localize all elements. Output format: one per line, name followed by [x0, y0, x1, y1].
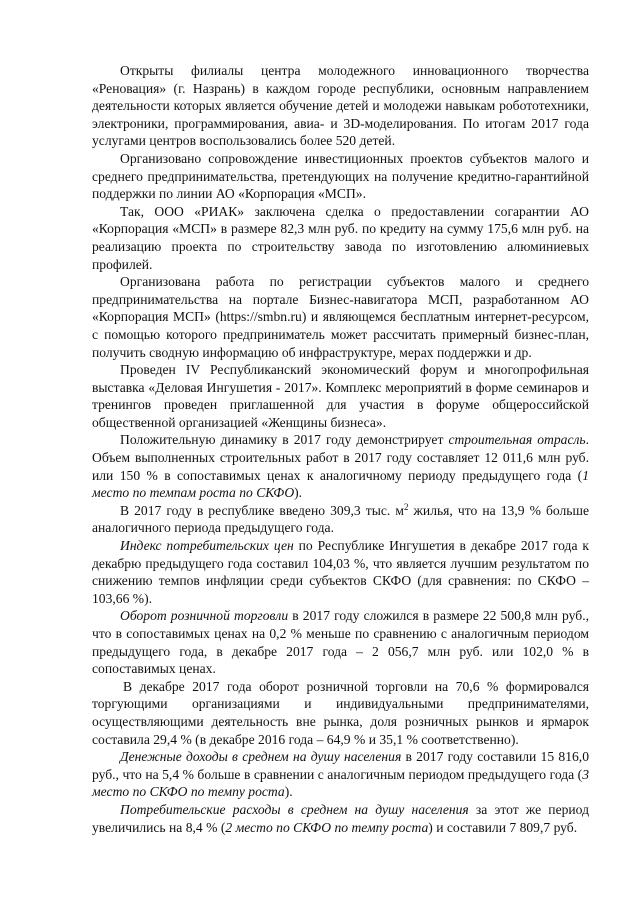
text-run: Проведен IV Республиканский экономический форум и многопрофильная выставка «Деловая Ингушетия - 2017». Комплекс мероприятий в форме семинаров и тренингов проведен приглашенной для участия в форуме общероссийской общественной организацией «Женщины бизнеса». [92, 362, 589, 430]
italic-text-run: Потребительские расходы в среднем на душу населения [120, 801, 469, 817]
italic-text-run: Денежные доходы в среднем на душу населения [120, 749, 402, 765]
paragraph-p9 [92, 607, 589, 677]
text-run: ) и составили 7 809,7 руб. [428, 819, 578, 835]
italic-text-run: 3 место по СКФО по темпу роста [92, 766, 589, 800]
text-run: по Республике Ингушетия в декабре 2017 года к декабрю предыдущего года составил 104,03 %, что является лучшим результатом по снижению темпов инфляции среди субъектов СКФО (для сравнения: по СКФО – 103,66 %). [92, 538, 589, 606]
text-run: ). [284, 784, 293, 800]
paragraph-p8 [92, 537, 589, 607]
paragraph-p12 [92, 801, 589, 836]
superscript-text: 2 [403, 501, 409, 512]
document-page [92, 62, 589, 836]
paragraph-p5 [92, 361, 589, 431]
paragraph-p7 [92, 502, 589, 537]
paragraph-p3 [92, 203, 589, 273]
paragraph-p6 [92, 431, 589, 501]
text-run: Организовано сопровождение инвестиционных проектов субъектов малого и среднего предпринимательства, претендующих на получение кредитно-гарантийной поддержки по линии АО «Корпорация «МСП». [92, 150, 589, 202]
paragraph-p11 [92, 748, 589, 801]
text-run: в 2017 году сложился в размере 22 500,8 млн руб., что в сопоставимых ценах на 0,2 % меньше по сравнению с аналогичным периодом предыдущего года, в декабре 2017 года – 2 056,7 млн руб. или 102,0 % в сопоставимых ценах. [92, 608, 589, 677]
text-run: Так, ООО «РИАК» заключена сделка о предоставлении согарантии АО «Корпорация «МСП» в размере 82,3 млн руб. по кредиту на сумму 175,6 млн руб. на реализацию проекта по строительству завода по изготовлению алюминиевых профилей. [92, 203, 589, 272]
text-run: Открыты филиалы центра молодежного инновационного творчества «Реновация» (г. Назрань) в каждом городе республики, основным направлением деятельности которых является обучение детей и молодежи навыкам робототехники, электроники, программирования, авиа- и 3D-моделирования. По итогам 2017 года услугами центров воспользовались более 520 детей. [92, 63, 589, 149]
paragraph-p2 [92, 150, 589, 203]
italic-text-run: строительная отрасль [448, 432, 586, 448]
italic-text-run: 2 место по СКФО по темпу роста [225, 819, 429, 835]
italic-text-run: Оборот розничной торговли [120, 608, 289, 624]
text-run: за этот же период увеличились на 8,4 % ( [92, 801, 589, 835]
paragraph-p4 [92, 273, 589, 361]
text-run: в 2017 году составили 15 816,0 руб., что на 5,4 % больше в сравнении с аналогичным периодом предыдущего года ( [92, 749, 589, 782]
paragraph-p1 [92, 62, 589, 150]
text-run: Положительную динамику в 2017 году демонстрирует [120, 432, 449, 448]
text-run: Организована работа по регистрации субъектов малого и среднего предпринимательства на портале Бизнес-навигатора МСП, разработанном АО «Корпорация МСП» (https://smbn.ru) и являющемся бесплатным интернет-ресурсом, с помощью которого предприниматель может рассчитать примерный бизнес-план, получить сводную информацию об инфраструктуре, мерах поддержки и др. [92, 274, 589, 360]
text-run: жилья, что на 13,9 % больше аналогичного периода предыдущего года. [92, 502, 590, 536]
paragraph-p10 [92, 678, 589, 748]
text-run: ). [294, 485, 303, 501]
text-run: В 2017 году в республике введено 309,3 тыс. м [120, 502, 404, 518]
italic-text-run: 1 место по темпам роста по СКФО [92, 467, 589, 501]
text-run: В декабре 2017 года оборот розничной торговли на 70,6 % формировался торгующими организациями и индивидуальными предпринимателями, осуществляющими деятельность вне рынка, доля розничных рынков и ярмарок составила 29,4 % (в декабре 2016 года – 64,9 % и 35,1 % соответственно). [92, 678, 589, 747]
italic-text-run: Индекс потребительских цен [120, 538, 294, 554]
text-run: . Объем выполненных строительных работ в 2017 году составляет 12 011,6 млн руб. или 150 % в сопоставимых ценах к аналогичному периоду предыдущего года ( [92, 432, 589, 483]
